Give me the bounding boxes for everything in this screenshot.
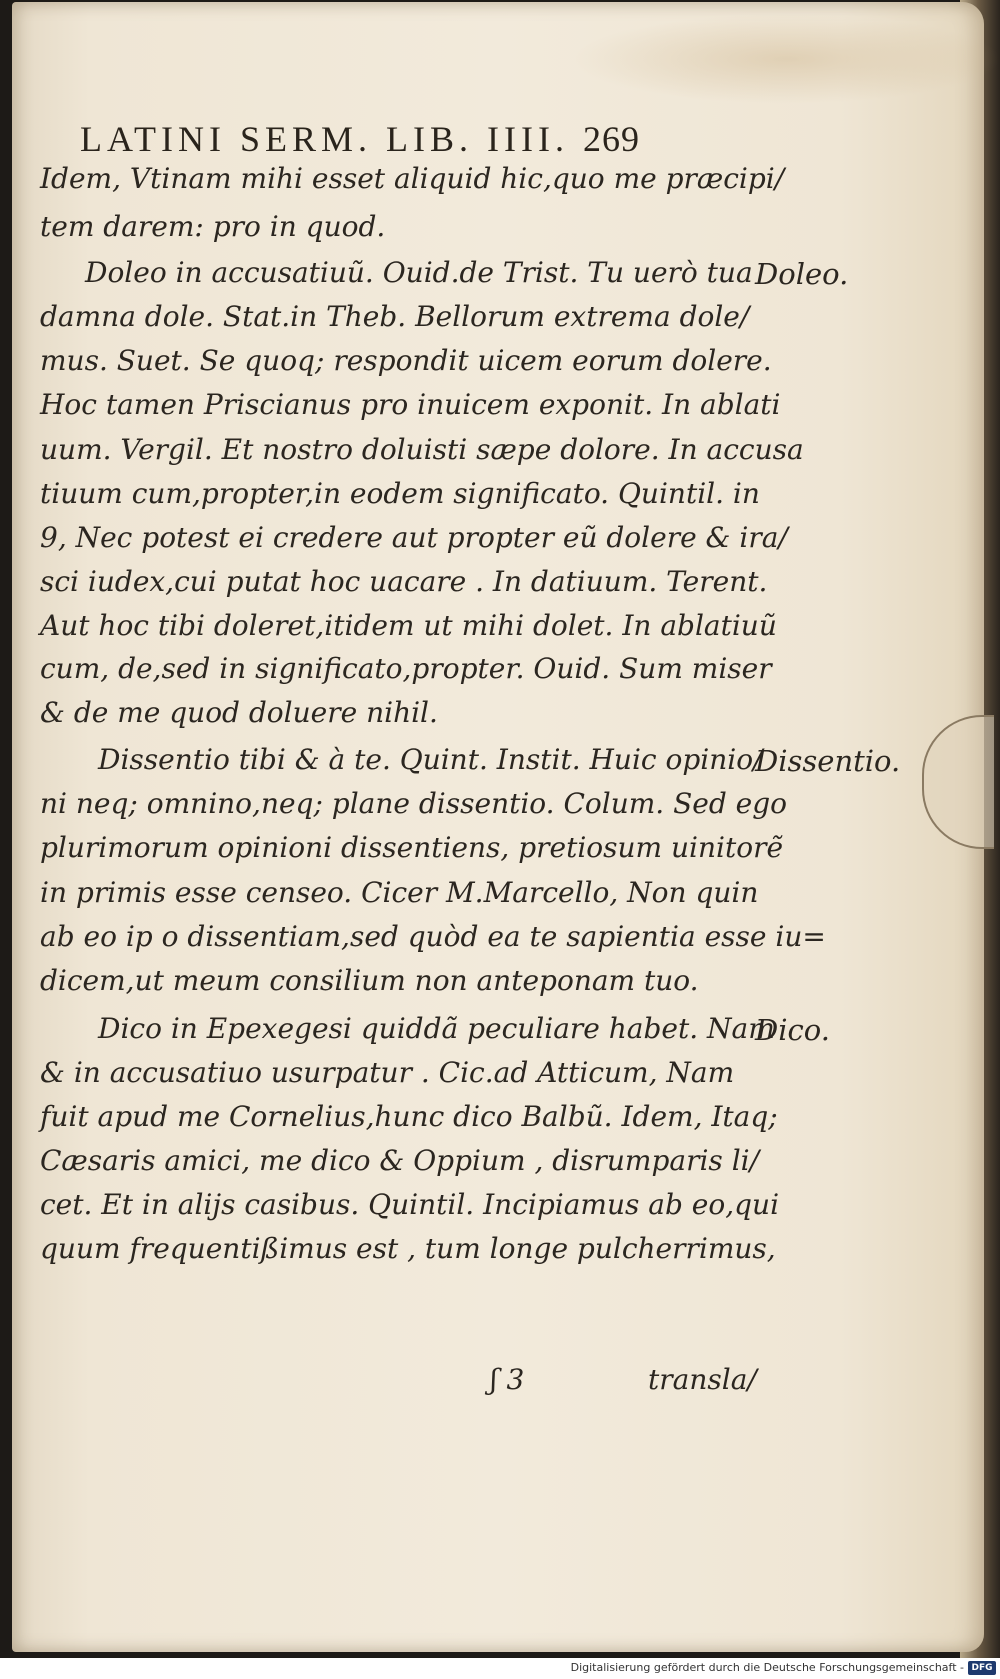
marginal-note: Dico. [755,1013,830,1047]
text-line: Dico in Epexegesi quiddã peculiare habet. Nam [98,1012,775,1045]
marginal-note: Doleo. [755,257,849,291]
credit-text: Digitalisierung gefördert durch die Deutsche Forschungsgemeinschaft - [570,1661,964,1674]
book-page [12,2,984,1652]
running-title: LATINI SERM. LIB. IIII. [80,119,569,159]
text-line: in primis esse censeo. Cicer M.Marcello, Non quin [40,876,759,909]
digitization-credit [0,1658,1000,1679]
text-line: plurimorum opinioni dissentiens, pretiosum uinitorẽ [40,831,784,864]
text-line: tiuum cum,propter,in eodem significato. Quintil. in [40,477,760,510]
text-line: Doleo in accusatiuũ. Ouid.de Trist. Tu uerò tua [85,256,753,289]
text-line: uum. Vergil. Et nostro doluisti sæpe dolore. In accusa [40,433,804,466]
text-line: fuit apud me Cornelius,hunc dico Balbũ. Idem, Itaq; [40,1100,778,1133]
signature-mark: ʃ 3 [490,1363,525,1396]
text-line: cum, de,sed in significato,propter. Ouid. Sum miser [40,652,772,685]
page-stain [572,14,1000,104]
running-header [80,118,760,160]
catchword: transla/ [648,1363,757,1396]
text-line: 9, Nec potest ei credere aut propter eũ dolere & ira/ [40,521,788,554]
text-line: mus. Suet. Se quoq; respondit uicem eorum dolere. [40,344,772,377]
text-line: Aut hoc tibi doleret,itidem ut mihi dolet. In ablatiuũ [40,609,777,642]
text-line: tem darem: pro in quod. [40,210,386,243]
folio-number: 269 [582,119,640,159]
text-line: Cæsaris amici, me dico & Oppium , disrumparis li/ [40,1144,760,1177]
text-line: Hoc tamen Priscianus pro inuicem exponit. In ablati [40,388,781,421]
dfg-logo: DFG [968,1661,996,1675]
text-line: ni neq; omnino,neq; plane dissentio. Colum. Sed ego [40,787,788,820]
text-line: & de me quod doluere nihil. [40,696,438,729]
marginal-note: Dissentio. [755,744,901,778]
text-line: Dissentio tibi & à te. Quint. Instit. Huic opinio/ [98,743,763,776]
text-line: & in accusatiuo usurpatur . Cic.ad Atticum, Nam [40,1056,735,1089]
text-line: quum frequentißimus est , tum longe pulcherrimus, [40,1232,776,1265]
text-line: dicem,ut meum consilium non anteponam tuo. [40,964,699,997]
text-line: ab eo ip o dissentiam,sed quòd ea te sapientia esse iu= [40,920,826,953]
text-line: cet. Et in alijs casibus. Quintil. Incipiamus ab eo,qui [40,1188,780,1221]
text-line: sci iudex,cui putat hoc uacare . In datiuum. Terent. [40,565,768,598]
text-line: damna dole. Stat.in Theb. Bellorum extrema dole/ [40,300,750,333]
text-line: Idem, Vtinam mihi esset aliquid hic,quo me præcipi/ [40,162,785,195]
